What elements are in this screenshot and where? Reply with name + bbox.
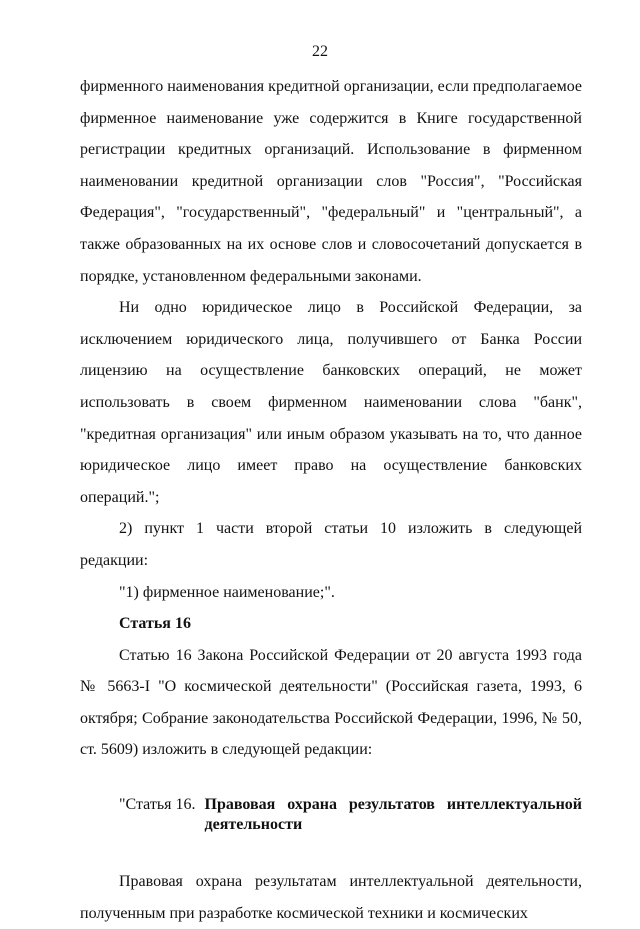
paragraph-article-16-intro: Статью 16 Закона Российской Федерации от 20 августа 1993 года № 5663-I "О космической деятельности" (Российская газета, 1993, 6 октября; Собрание законодательства Российской Федерации, 1996, № 50, ст. 5609) изложить в следующей редакции: [80,646,582,759]
paragraph-bank-name-restriction: Ни одно юридическое лицо в Российской Федерации, за исключением юридического лица, получившего от Банка России лицензию на осуществление банковских операций, не может использовать в своем фирменном наименовании слова "банк", "кредитная организация" или иным образом указывать на то, что данное юридическое лицо имеет право на осуществление банковских операций."; [80,299,582,506]
article-16-title [80,795,582,835]
paragraph-amendment-point-2: 2) пункт 1 части второй статьи 10 изложить в следующей редакции: [80,520,582,569]
paragraph-continuation: фирменного наименования кредитной организации, если предполагаемое фирменное наименование уже содержится в Книге государственной регистрации кредитных организаций. Использование в фирменном наименовании кредитной организации слов "Россия", "Российская Федерация", "государственный", "федеральный" и "центральный", а также образованных на их основе слов и словосочетаний допускается в порядке, установленном федеральными законами. [80,78,582,285]
document-body [80,71,582,929]
article-16-prefix: "Статья 16. [119,796,196,814]
page-number: 22 [312,43,328,60]
article-heading: Статья 16 [119,615,191,633]
article-16-title-text: Правовая охрана результатов интеллектуальной деятельности [204,796,582,834]
paragraph-legal-protection: Правовая охрана результатам интеллектуальной деятельности, полученным при разработке космической техники и космических [80,873,582,922]
paragraph-firm-name-item: "1) фирменное наименование;". [119,583,335,601]
